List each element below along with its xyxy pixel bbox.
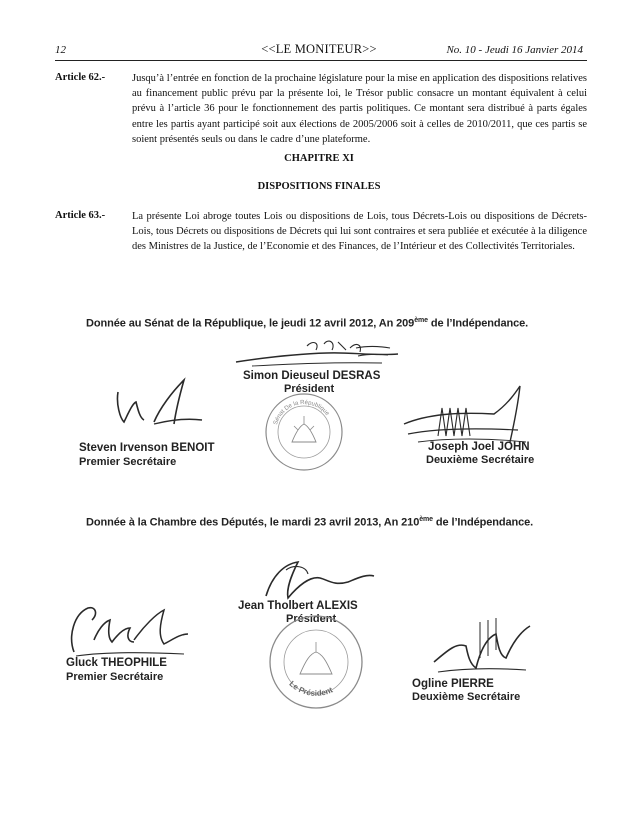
article-63-text: La présente Loi abroge toutes Lois ou dispositions de Lois, tous Décrets-Lois ou dispositions de Décrets-Lois, tous Décrets ou dispositions de Décrets qui lui sont contraires et sera publiée et exécutée à la diligence des Ministres de la Justice, de l’Economie et des Finances, de l’Intérieur et des Collectivités Territoriales. <box>132 211 587 253</box>
chambre-first-secretary-role: Premier Secrétaire <box>66 671 164 683</box>
senat-first-secretary-signature <box>110 374 210 434</box>
senat-first-secretary-name: Steven Irvenson BENOIT <box>79 442 215 454</box>
chambre-first-secretary-name: Gluck THEOPHILE <box>66 657 167 669</box>
chambre-president-role: Président <box>286 613 337 625</box>
chambre-given-prefix: Donnée à la Chambre des Députés, le mardi 23 avril 2013, An 210 <box>86 516 420 529</box>
senat-given-suffix: de l’Indépendance. <box>427 317 529 330</box>
senat-second-secretary-role: Deuxième Secrétaire <box>426 454 535 466</box>
senat-given-prefix: Donnée au Sénat de la République, le jeudi 12 avril 2012, An 209 <box>86 317 415 330</box>
chambre-second-secretary-role: Deuxième Secrétaire <box>412 691 521 703</box>
senat-president-role: Président <box>284 383 335 395</box>
svg-text:Sénat De la République <box>273 400 330 426</box>
publication-title: <<LE MONITEUR>> <box>261 42 377 56</box>
senat-seal-stamp <box>262 390 346 474</box>
senat-given-line <box>86 317 528 330</box>
chambre-president-signature <box>258 556 378 604</box>
article-62-text: Jusqu’à l’entrée en fonction de la prochaine législature pour la mise en application des dispositions relatives au financement public prévu par la présente loi, le Trésor public consacre un montant équivalent à celui prévu à l’article 36 pour le fonctionnement des partis politiques. Ce montant sera distribué à parts égales entre les partis ayant participé soit aux élections de 2005/2006 soit à celles de 2010/2011, que ces partis se soient présentés seuls ou dans le cadre d’une plateforme. <box>132 73 587 145</box>
issue-info: No. 10 - Jeudi 16 Janvier 2014 <box>446 44 583 56</box>
chambre-given-line <box>86 516 533 529</box>
chambre-president-name: Jean Tholbert ALEXIS <box>238 600 358 612</box>
senat-president-name: Simon Dieuseul DESRAS <box>243 370 381 382</box>
senat-given-sup: ème <box>414 317 428 324</box>
senat-seal-text: Sénat De la République <box>273 399 330 426</box>
chapter-title: DISPOSITIONS FINALES <box>257 181 381 192</box>
article-63-label: Article 63.- <box>55 210 106 221</box>
chambre-given-suffix: de l’Indépendance. <box>432 516 534 529</box>
chambre-second-secretary-signature <box>426 612 536 682</box>
chambre-second-secretary-name: Ogline PIERRE <box>412 678 494 690</box>
chambre-seal-stamp <box>262 612 370 712</box>
header-rule <box>55 60 587 61</box>
chapter-number: CHAPITRE XI <box>284 153 354 164</box>
page-number: 12 <box>55 44 66 56</box>
article-62-label: Article 62.- <box>55 72 106 83</box>
senat-president-signature <box>232 336 402 372</box>
svg-text:Le Président <box>287 679 334 698</box>
senat-first-secretary-role: Premier Secrétaire <box>79 456 177 468</box>
senat-second-secretary-name: Joseph Joel JOHN <box>428 441 530 453</box>
chambre-given-sup: ème <box>419 516 433 523</box>
chambre-seal-text: Le Président <box>287 679 335 698</box>
